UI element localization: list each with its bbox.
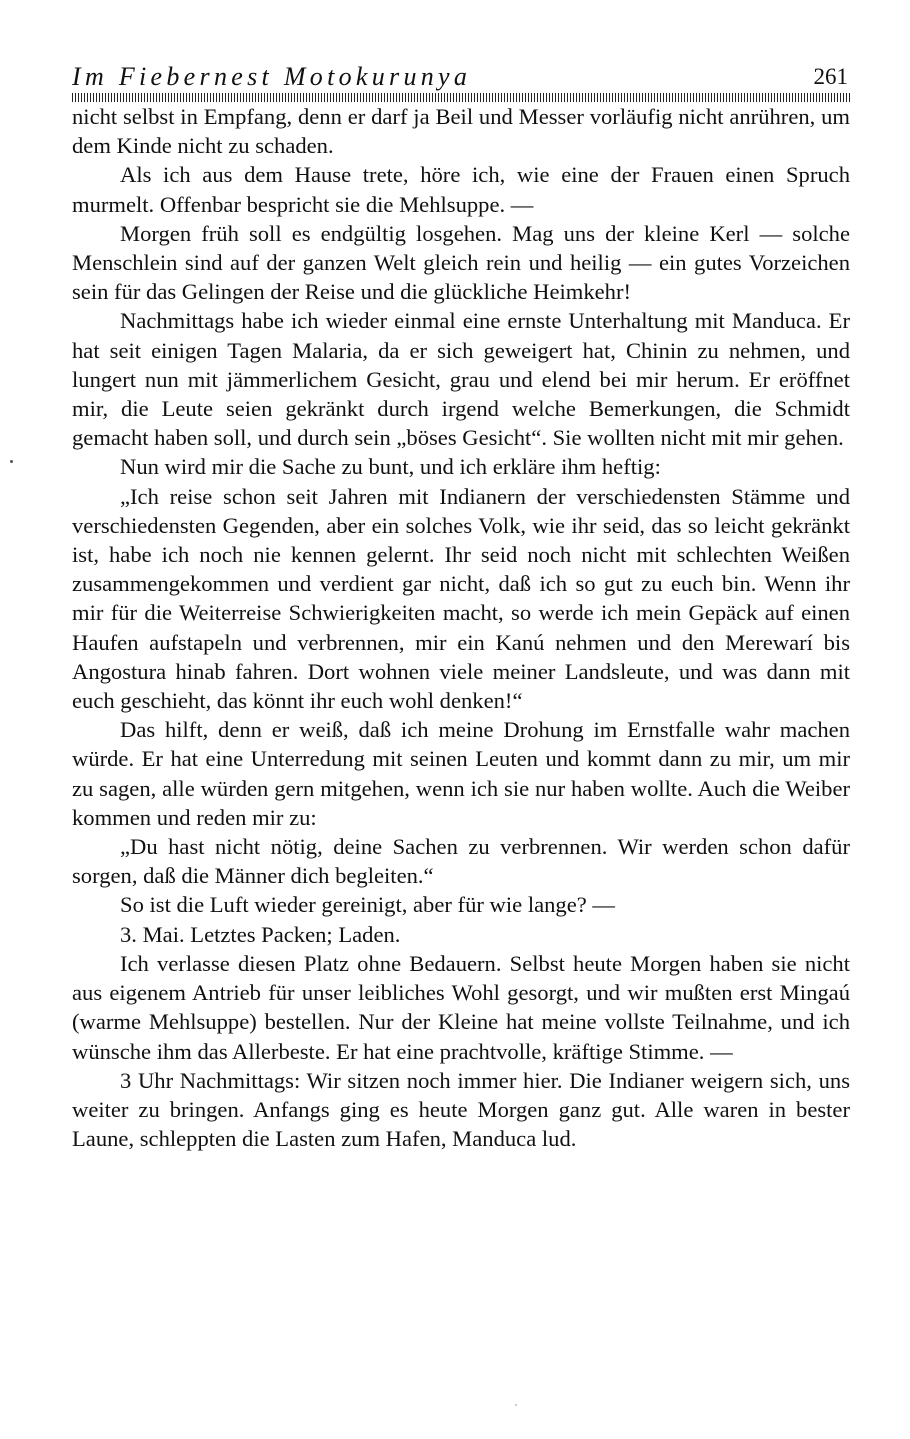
page-header: [72, 62, 850, 92]
body-text: [72, 102, 850, 1153]
paragraph: Morgen früh soll es endgültig losgehen. Mag uns der kleine Kerl — solche Menschlein sind auf der ganzen Welt gleich rein und heilig — ein gutes Vorzeichen sein für das Gelingen der Reise und die glückliche Heimkehr!: [72, 220, 850, 305]
header-rule: [72, 93, 850, 102]
quoted-speech: „Ich reise schon seit Jahren mit Indianern der verschiedensten Stämme und verschiedensten Gegenden, aber ein solches Volk, wie ihr seid, das so leicht gekränkt ist, habe ich noch nie kennen gelernt. Ihr seid noch nicht mit schlechten Weißen zusammengekommen und verdient gar nicht, daß ich so gut zu euch bin. Wenn ihr mir für die Weiterreise Schwierigkeiten macht, so werde ich mein Gepäck auf einen Haufen aufstapeln und verbrennen, mir ein Kanú nehmen und den Merewarí bis Angostura hinab fahren. Dort wohnen viele meiner Landsleute, und was dann mit euch geschieht, das könnt ihr euch wohl denken!“: [72, 483, 850, 714]
page-number: 261: [813, 64, 848, 89]
running-title: Im Fiebernest Motokurunya: [72, 62, 472, 91]
quoted-speech: „Du hast nicht nötig, deine Sachen zu verbrennen. Wir werden schon dafür sorgen, daß die Männer dich begleiten.“: [72, 834, 850, 889]
paragraph: Nachmittags habe ich wieder einmal eine ernste Unterhaltung mit Manduca. Er hat seit einigen Tagen Malaria, da er sich geweigert hat, Chinin zu nehmen, und lungert nun mit jämmerlichem Gesicht, grau und elend bei mir herum. Er eröffnet mir, die Leute seien gekränkt durch irgend welche Bemerkungen, die Schmidt gemacht haben soll, und durch sein „böses Gesicht“. Sie wollten nicht mit mir gehen.: [72, 308, 850, 451]
paragraph-continuation: nicht selbst in Empfang, denn er darf ja Beil und Messer vorläufig nicht anrühren, um dem Kinde nicht zu schaden.: [72, 104, 850, 159]
diary-time-entry: 3 Uhr Nachmittags: Wir sitzen noch immer hier. Die Indianer weigern sich, uns weiter zu bringen. Anfangs ging es heute Morgen ganz gut. Alle waren in bester Laune, schleppten die Lasten zum Hafen, Manduca lud.: [72, 1067, 850, 1152]
paragraph: Als ich aus dem Hause trete, höre ich, wie eine der Frauen einen Spruch murmelt. Offenbar bespricht sie die Mehlsuppe. —: [72, 162, 850, 217]
paragraph: So ist die Luft wieder gereinigt, aber für wie lange? —: [120, 892, 616, 918]
paragraph: Nun wird mir die Sache zu bunt, und ich erkläre ihm heftig:: [120, 454, 661, 480]
paragraph: Das hilft, denn er weiß, daß ich meine Drohung im Ernstfalle wahr machen würde. Er hat eine Unterredung mit seinen Leuten und kommt dann zu mir, um mir zu sagen, alle würden gern mitgehen, wenn ich sie nur haben wollte. Auch die Weiber kommen und reden mir zu:: [72, 717, 850, 830]
paragraph: Ich verlasse diesen Platz ohne Bedauern. Selbst heute Morgen haben sie nicht aus eigenem Antrieb für unser leibliches Wohl gesorgt, und wir mußten erst Mingaú (warme Mehlsuppe) bestellen. Nur der Kleine hat meine vollste Teilnahme, und ich wünsche ihm das Allerbeste. Er hat eine prachtvolle, kräftige Stimme. —: [72, 950, 850, 1064]
page-speck: [515, 1404, 517, 1406]
margin-speck: [10, 460, 13, 463]
diary-date-entry: 3. Mai. Letztes Packen; Laden.: [120, 921, 401, 947]
